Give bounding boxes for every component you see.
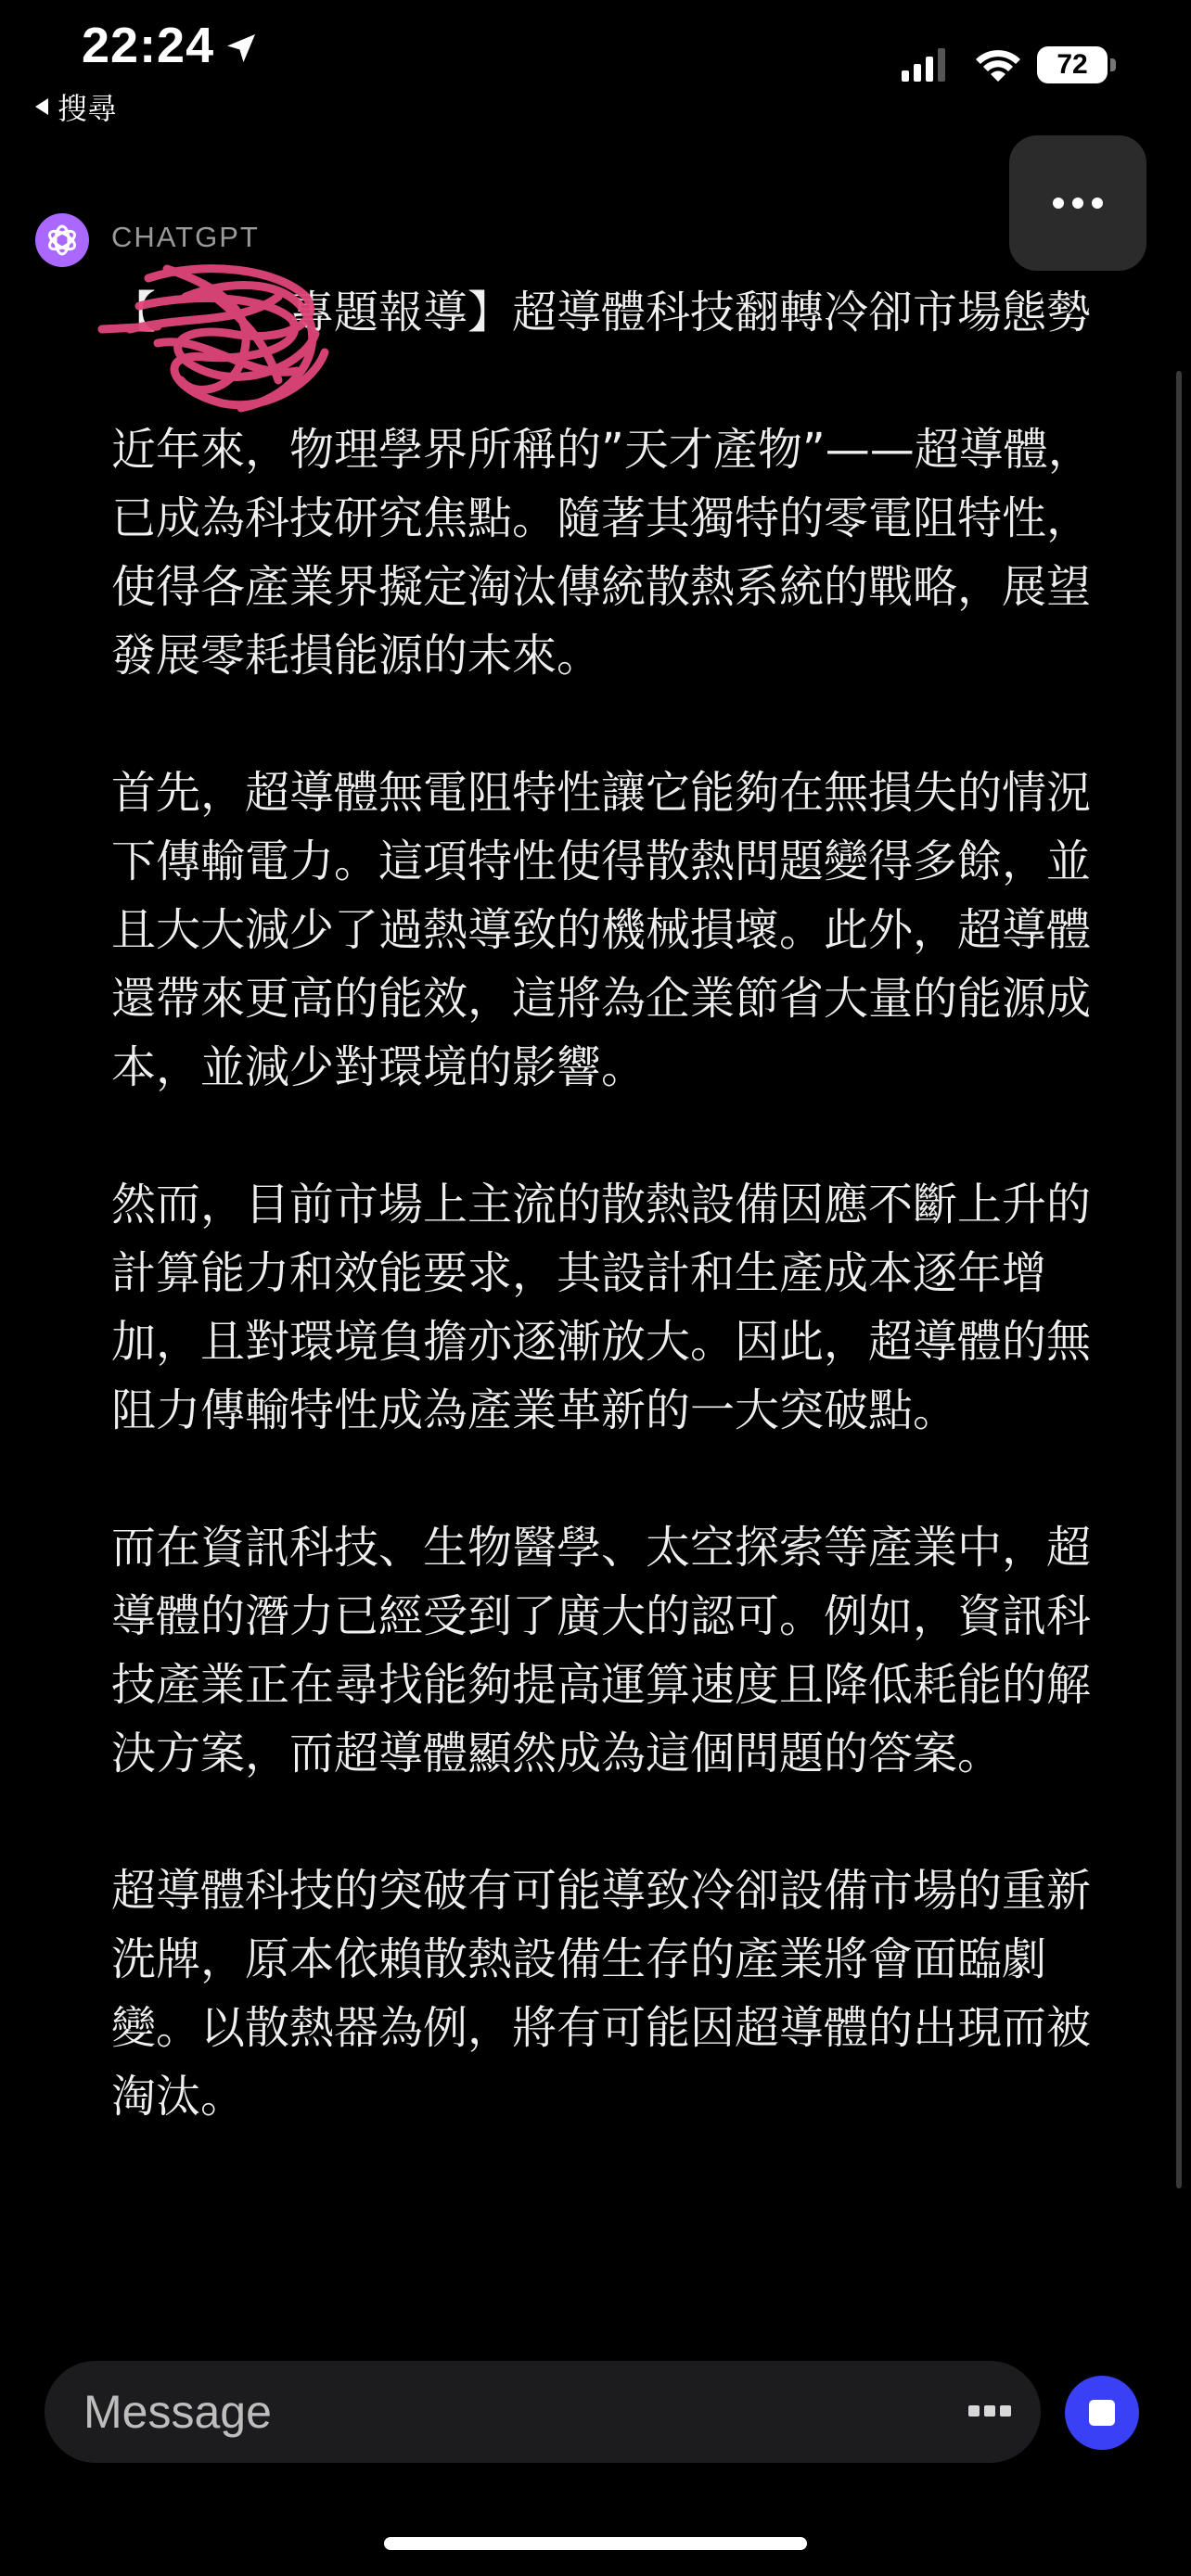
paragraph: 首先，超導體無電阻特性讓它能夠在無損失的情況下傳輸電力。這項特性使得散熱問題變得多餘，並且大大減少了過熱導致的機械損壞。此外，超導體還帶來更高的能效，這將為企業節省大量的能源成本，並減少對環境的影響。 [111, 767, 1092, 1093]
message-content [111, 278, 1113, 2200]
dots-icon-dot [1000, 2405, 1011, 2417]
message-input[interactable] [83, 2361, 918, 2463]
paragraph: 超導體科技的突破有可能導致冷卻設備市場的重新洗牌，原本依賴散熱設備生存的產業將會面臨劇變。以散熱器為例，將有可能因超導體的出現而被淘汰。 [111, 1865, 1092, 2123]
sender-name: CHATGPT [111, 221, 260, 253]
chatgpt-logo-icon [45, 223, 80, 258]
wifi-icon [974, 46, 1022, 83]
signal-icon [902, 48, 946, 82]
back-arrow-icon [35, 98, 48, 115]
dots-icon[interactable] [968, 2405, 1011, 2417]
battery-icon: 72 [1037, 46, 1108, 83]
more-icon-dot [1092, 198, 1103, 209]
location-arrow-icon [223, 30, 260, 67]
more-icon-dot [1072, 198, 1083, 209]
paragraph: 然而，目前市場上主流的散熱設備因應不斷上升的計算能力和效能要求，其設計和生產成本逐年增加，且對環境負擔亦逐漸放大。因此，超導體的無阻力傳輸特性成為產業革新的一大突破點。 [111, 1179, 1092, 1436]
home-indicator[interactable] [384, 2537, 807, 2550]
back-link-label: 搜尋 [58, 91, 118, 126]
chatgpt-avatar [35, 213, 89, 267]
message-composer[interactable] [45, 2361, 1041, 2463]
back-to-search-link[interactable] [35, 85, 117, 128]
dots-icon-dot [984, 2405, 995, 2417]
redaction-scribble [93, 241, 343, 427]
stop-generating-button[interactable] [1065, 2376, 1139, 2450]
more-icon [1053, 198, 1064, 209]
article-title: 【 專題報導】超導體科技翻轉冷卻市場態勢 [111, 287, 1092, 338]
more-options-button[interactable] [1009, 135, 1146, 271]
scrollbar[interactable] [1176, 371, 1182, 2188]
stop-icon [1089, 2400, 1115, 2426]
paragraph: 近年來，物理學界所稱的”天才產物”——超導體，已成為科技研究焦點。隨著其獨特的零電阻特性，使得各產業界擬定淘汰傳統散熱系統的戰略，展望發展零耗損能源的未來。 [111, 424, 1093, 682]
status-time: 22:24 [82, 18, 215, 73]
paragraph: 而在資訊科技、生物醫學、太空探索等產業中，超導體的潛力已經受到了廣大的認可。例如，資訊科技產業正在尋找能夠提高運算速度且降低耗能的解決方案，而超導體顯然成為這個問題的答案。 [111, 1522, 1092, 1779]
dots-icon-dot [968, 2405, 980, 2417]
